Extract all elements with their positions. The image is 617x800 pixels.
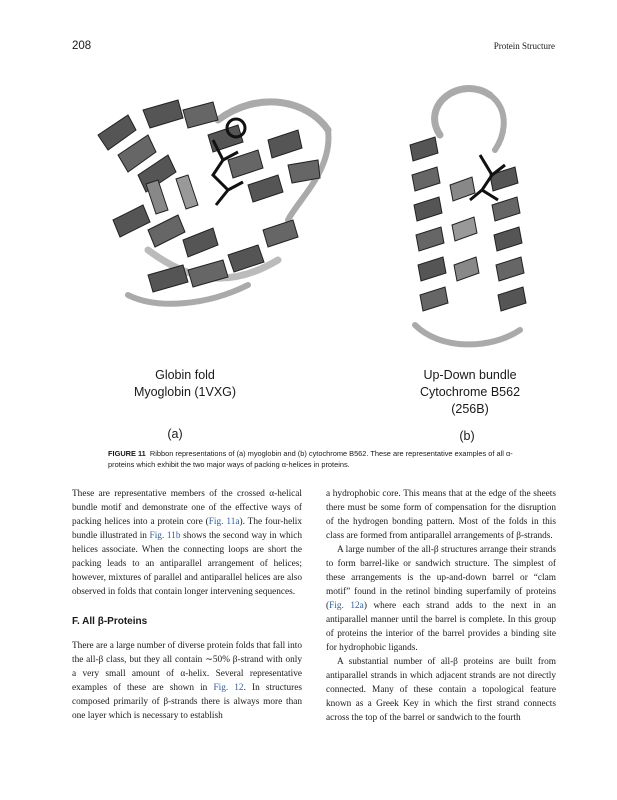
panel-a-protein: Myoglobin (1VXG) xyxy=(133,385,237,399)
right-paragraph-3: A substantial number of all-β proteins are built from antiparallel strands in which adjacent strands are not directly connected. Many of these contain a topological feature known as a Greek Key in which the first strand connects across the top of the barrel or sandwich to the fourth xyxy=(326,657,556,723)
figure-link[interactable]: Fig. 12a xyxy=(329,601,364,611)
panel-a-title: Globin fold xyxy=(155,368,215,382)
caption-text: Ribbon representations of (a) myoglobin and (b) cytochrome B562. These are representative examples of all α-proteins which exhibit the two major ways of packing α-helices in proteins. xyxy=(108,449,513,469)
panel-b-label xyxy=(390,367,550,418)
panel-b-protein: Cytochrome B562 xyxy=(419,385,521,399)
right-paragraph-2: A large number of the all-β structures arrange their strands to form barrel-like or sandwich structure. The simplest of these arrangements is the up-and-down barrel or “clam motif” found in the retinol binding superfamily of proteins (Fig. 12a) where each strand adds to the next in an antiparallel manner until the barrel is complete. In this group of proteins the interior of the barrel provides a binding site for hydrophobic ligands. xyxy=(326,545,556,653)
running-title: Protein Structure xyxy=(493,41,555,51)
right-column xyxy=(326,487,556,725)
panel-b-letter: (b) xyxy=(459,429,475,443)
left-paragraph-1: These are representative members of the crossed α-helical bundle motif and demonstrate one of the effective ways of packing helices into a protein core (Fig. 11a). The four-helix bundle illustrated in Fig. 11b shows the second way in which helices associate. When the connecting loops are short the packing leads to an antiparallel arrangement of helices; however, mixtures of parallel and antiparallel helices are also observed in folds that contain longer intervening sequences. xyxy=(72,489,303,597)
panel-b-pdb: (256B) xyxy=(451,402,489,416)
figure-caption xyxy=(108,448,528,470)
right-paragraph-1: a hydrophobic core. This means that at the edge of the sheets there must be some form of compensation for the disruption of the hydrogen bonding pattern. Most of the folds in this class are formed from antiparallel arrangements of β-strands. xyxy=(326,489,556,541)
left-column xyxy=(72,487,302,723)
panel-a-letter: (a) xyxy=(167,427,183,441)
cytochrome-ribbon-illustration xyxy=(400,65,540,355)
figure-link[interactable]: Fig. 11a xyxy=(208,517,240,527)
panel-b-title: Up-Down bundle xyxy=(423,368,517,382)
figure-link[interactable]: Fig. 11b xyxy=(149,531,181,541)
section-heading: F. All β-Proteins xyxy=(72,616,148,627)
figure-link[interactable]: Fig. 12 xyxy=(213,683,244,693)
myoglobin-ribbon-illustration xyxy=(88,80,338,320)
caption-label: FIGURE 11 xyxy=(108,449,146,458)
left-paragraph-2: There are a large number of diverse protein folds that fall into the all-β class, but they all contain ∼50% β-strand with only a very small amount of α-helix. Several representative examples of these are shown in Fig. 12. In structures composed primarily of β-strands there is always more than one layer which is necessary to establish xyxy=(72,641,302,721)
page-number: 208 xyxy=(72,40,92,52)
panel-a-label xyxy=(100,367,270,401)
